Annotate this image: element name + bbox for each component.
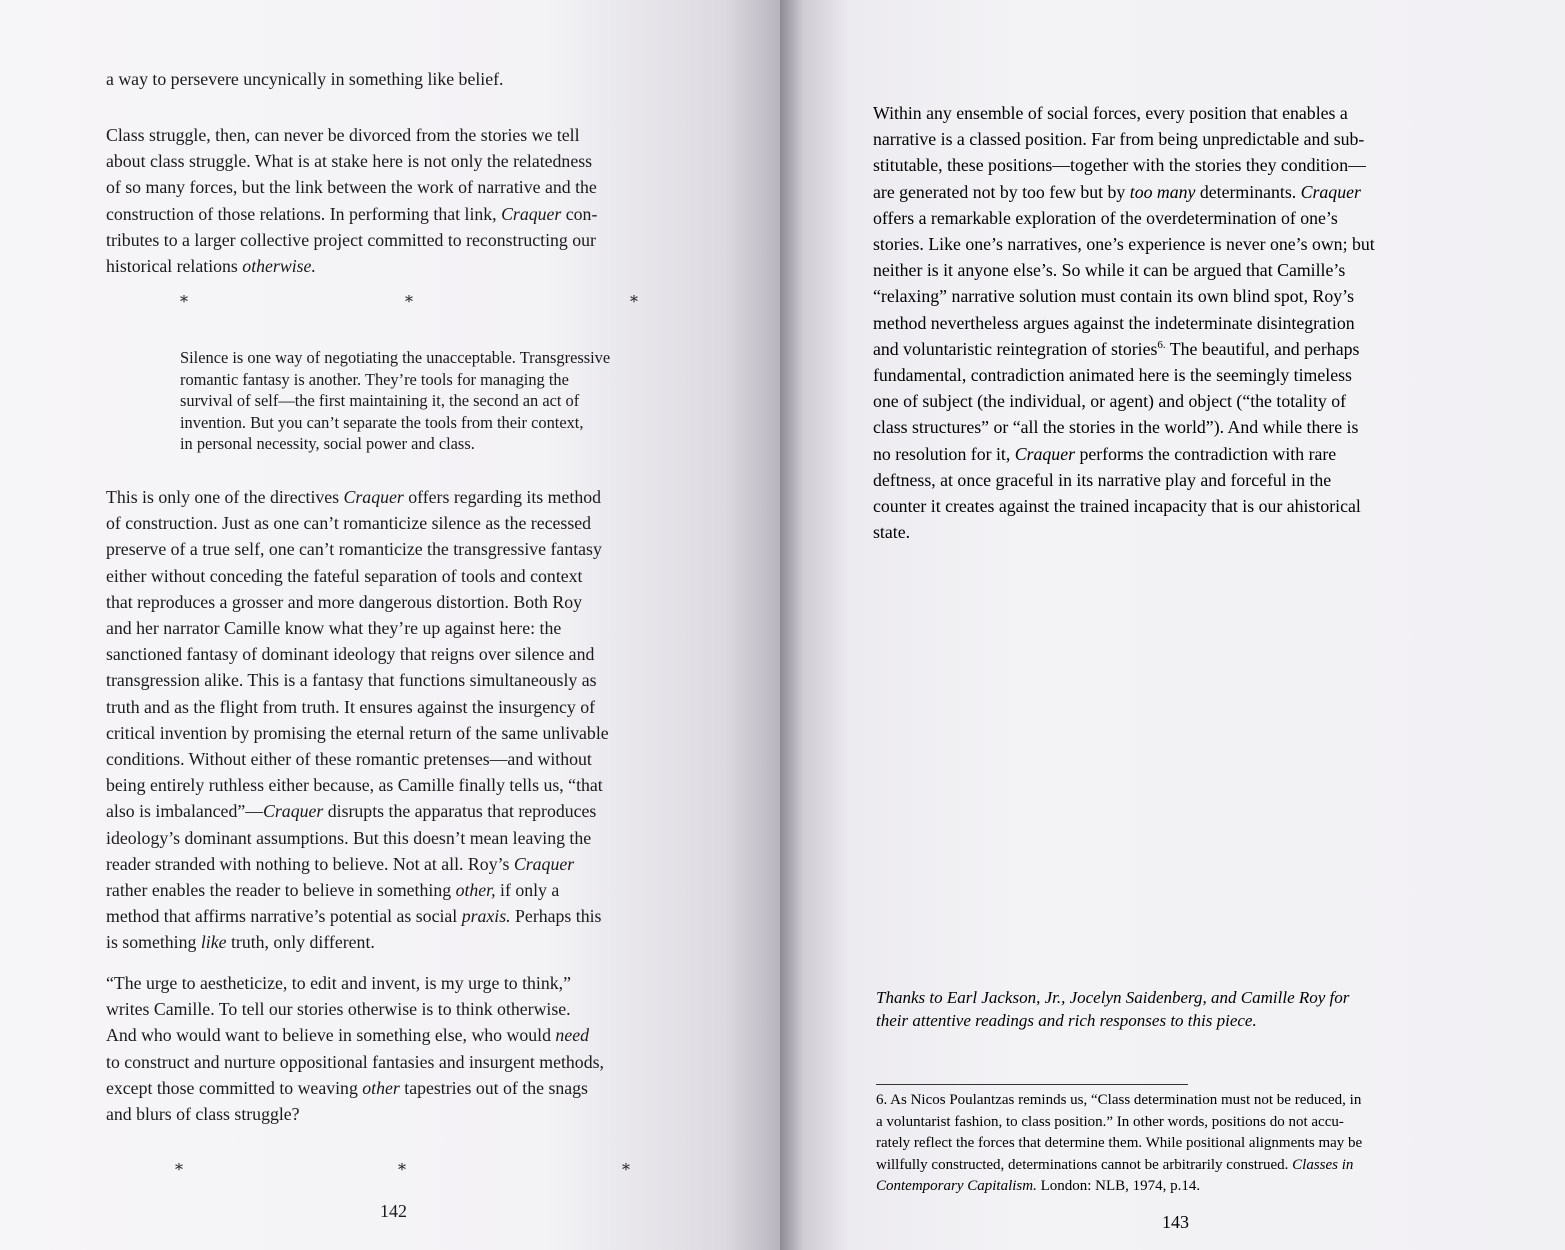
page-number-right: 143 bbox=[1162, 1212, 1189, 1232]
left-paragraph-2: This is only one of the directives Craquer offers regarding its method of construction. Just as one can’t romanticize silence as the recessed preserve of a true self, one can’t romanticize the transgressive fantasy either without conceding the fateful separation of tools and context that reproduces a grosser and more dangerous distortion. Both Roy and her narrator Camille know what they’re up against here: the sanctioned fantasy of dominant ideology that reigns over silence and transgression alike. This is a fantasy that functions simultaneously as truth and as the flight from truth. It ensures against the insurgency of critical invention by promising the eternal return of the same unlivable conditions. Without either of these romantic pretenses—and without being entirely ruthless either because, as Camille finally tells us, “that also is imbalanced”—Craquer disrupts the apparatus that reproduces ideology’s dominant assumptions. But this doesn’t mean leaving the reader stranded with nothing to believe. Not at all. Roy’s Craquer rather enables the reader to believe in something other, if only a method that affirms narrative’s potential as social praxis. Perhaps this is something like truth, only different. bbox=[106, 487, 609, 953]
page-number-left: 142 bbox=[380, 1201, 407, 1221]
footnote-6: 6. As Nicos Poulantzas reminds us, “Class determination must not be reduced, in a voluntarist fashion, to class position.” In other words, positions do not accu- rately reflect the forces that determine them. While positional alignments may be willfully constructed, determinations cannot be arbitrarily construed. Classes in Contemporary Capitalism. London: NLB, 1974, p.14. bbox=[876, 1092, 1363, 1194]
footnote-divider bbox=[876, 1084, 1188, 1085]
acknowledgement: Thanks to Earl Jackson, Jr., Jocelyn Saidenberg, and Camille Roy for their attentive readings and rich responses to this piece. bbox=[876, 988, 1350, 1030]
block-quote: Silence is one way of negotiating the unacceptable. Transgressive romantic fantasy is another. They’re tools for managing the survival of self—the first maintaining it, the second an act of invention. But you can’t separate the tools from their context, in personal necessity, social power and class. bbox=[180, 348, 611, 453]
left-paragraph-1: Class struggle, then, can never be divorced from the stories we tell about class struggle. What is at stake here is not only the relatedness of so many forces, but the link between the work of narrative and the construction of those relations. In performing that link, Craquer con- tributes to a larger collective project committed to reconstructing our historical relations otherwise. bbox=[106, 125, 598, 277]
footnote-ref-6[interactable]: 6. bbox=[1157, 338, 1166, 351]
left-page: a way to persevere uncynically in something like belief. Class struggle, then, can never be divorced from the stories we tell about class struggle. What is at stake here is not only the relatedness of so many forces, but the link between the work of narrative and the construction of those relations. In performing that link, Craquer con- tributes to a larger collective project committed to reconstructing our historical relations otherwise. * * * Silence is one way of negotiating the unacceptable. Transgressive romantic fantasy is another. They’re tools for managing the survival of self—the first maintaining it, the second an act of invention. But you can’t separate the tools from their context, in personal necessity, social power and class. This is only one of the directives Craquer offers regarding its method of construction. Just as one can’t romanticize silence as the recessed preserve of a true self, one can’t romanticize the transgressive fantasy either without conceding the fateful separation of tools and context that reproduces a grosser and more dangerous distortion. Both Roy and her narrator Camille know what they’re up against here: the sanctioned fantasy of dominant ideology that reigns over silence and transgression alike. This is a fantasy that functions simultaneously as truth and as the flight from truth. It ensures against the insurgency of critical invention by promising the eternal return of the same unlivable conditions. Without either of these romantic pretenses—and without being entirely ruthless either because, as Camille finally tells us, “that also is imbalanced”—Craquer disrupts the apparatus that reproduces ideology’s dominant assumptions. But this doesn’t mean leaving the reader stranded with nothing to believe. Not at all. Roy’s Craquer rather enables the reader to believe in something other, if only a method that affirms narrative’s potential as social praxis. Perhaps this is something like truth, only different. “The urge to aestheticize, to edit and invent, is my urge to think,” writes Camille. To tell our stories otherwise is to think otherwise. And who would want to believe in something else, who would need to construct and nurture oppositional fantasies and insurgent methods, except those committed to weaving other tapestries out of the snags and blurs of class struggle? * * * 142 bbox=[0, 0, 780, 1250]
right-paragraph: Within any ensemble of social forces, every position that enables a narrative is a classed position. Far from being unpredictable and sub- stitutable, these positions—together with the stories they condition— are generated not by too few but by too many determinants. Craquer offers a remarkable exploration of the overdetermination of one’s stories. Like one’s narratives, one’s experience is never one’s own; but neither is it anyone else’s. So while it can be argued that Camille’s “relaxing” narrative solution must contain its own blind spot, Roy’s method nevertheless argues against the indeterminate disintegration and voluntaristic reintegration of stories$^{6.}$ The beautiful, and perhaps fundamental, contradiction animated here is the seemingly timeless one of subject (the individual, or agent) and object (“the totality of class structures” or “all the stories in the world”). And while there is no resolution for it, Craquer performs the contradiction with rare deftness, at once graceful in its narrative play and forceful in the counter it creates against the trained incapacity that is our ahistorical state. bbox=[873, 103, 1375, 543]
left-paragraph-3: “The urge to aestheticize, to edit and invent, is my urge to think,” writes Camille. To tell our stories otherwise is to think otherwise. And who would want to believe in something else, who would need to construct and nurture oppositional fantasies and insurgent methods, except those committed to weaving other tapestries out of the snags and blurs of class struggle? bbox=[106, 973, 604, 1125]
left-top-line: a way to persevere uncynically in something like belief. bbox=[106, 69, 504, 89]
